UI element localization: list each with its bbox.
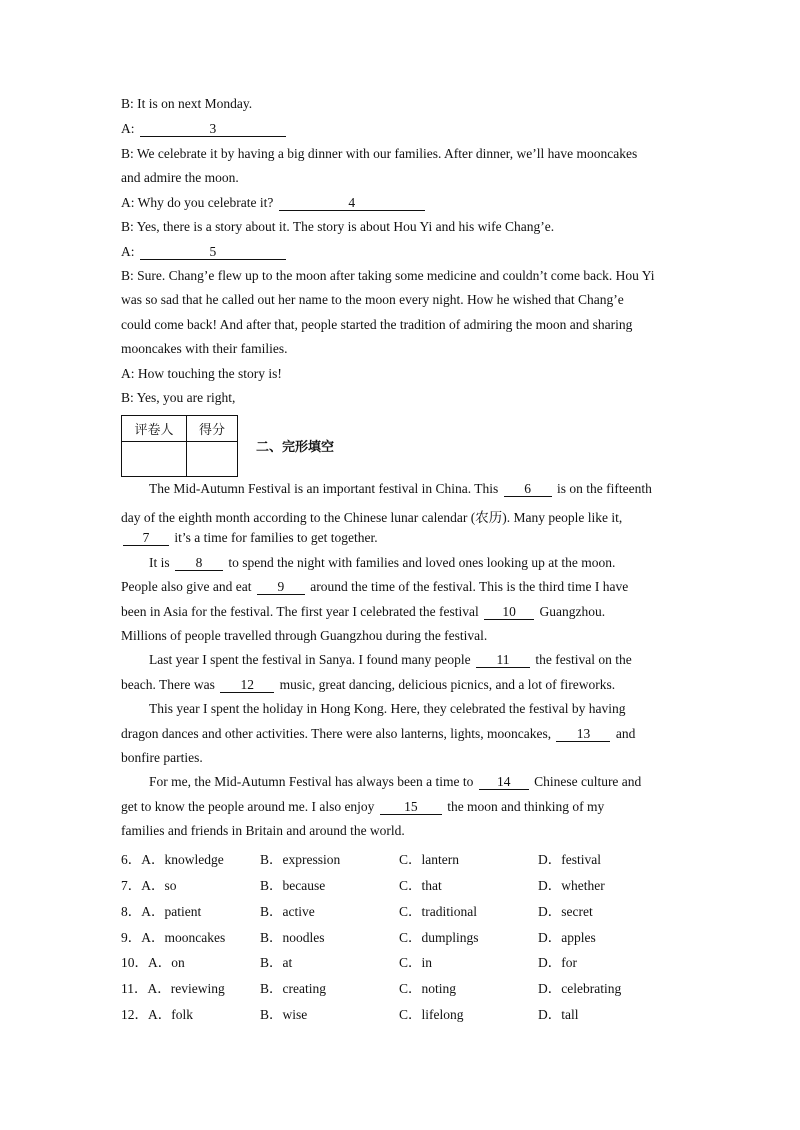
option-c: C．dumplings: [399, 930, 479, 945]
dialogue-line: mooncakes with their families.: [121, 341, 288, 356]
option-a: 6．A．knowledge: [121, 852, 224, 867]
option-d: D．whether: [538, 878, 605, 893]
dialogue-line: [121, 121, 288, 137]
option-c: C．lantern: [399, 852, 459, 867]
passage-line: The Mid-Autumn Festival is an important festival in China. This 6 is on the fifteenth: [149, 481, 652, 496]
score-label: 得分: [187, 416, 238, 442]
passage-line: day of the eighth month according to the Chinese lunar calendar (农历). Many people like it,: [121, 510, 623, 525]
cloze-blank: 6: [504, 482, 552, 497]
dialogue-line: B: Sure. Chang’e flew up to the moon after taking some medicine and couldn’t come back. Hou Yi: [121, 268, 655, 283]
passage-line: 7 it’s a time for families to get together.: [121, 530, 378, 546]
dialogue-line: A: How touching the story is!: [121, 366, 282, 381]
cloze-blank: 11: [476, 653, 530, 668]
option-a: 8．A．patient: [121, 904, 202, 919]
option-a: 7．A．so: [121, 878, 177, 893]
dialogue-line: and admire the moon.: [121, 170, 239, 185]
option-b: B．at: [260, 955, 293, 970]
dialogue-line: B: It is on next Monday.: [121, 96, 253, 111]
cloze-blank: 14: [479, 775, 529, 790]
cloze-blank: 7: [123, 531, 169, 546]
answer-blank: 5: [140, 245, 286, 260]
dialogue-line: [121, 195, 427, 211]
dialogue-line: could come back! And after that, people started the tradition of admiring the moon and sharing: [121, 317, 633, 332]
score-box: [121, 415, 238, 477]
cloze-blank: 12: [220, 678, 274, 693]
option-b: B．creating: [260, 981, 326, 996]
reviewer-label: 评卷人: [122, 416, 187, 442]
option-a: 10．A．on: [121, 955, 185, 970]
passage-line: Millions of people travelled through Guangzhou during the festival.: [121, 628, 488, 643]
dialogue-line: [121, 244, 288, 260]
option-d: D．apples: [538, 930, 596, 945]
cloze-blank: 13: [556, 727, 610, 742]
passage-line: For me, the Mid-Autumn Festival has always been a time to 14 Chinese culture and: [149, 774, 642, 789]
dialogue-line: B: Yes, you are right,: [121, 390, 236, 405]
passage-line: Last year I spent the festival in Sanya. I found many people 11 the festival on the: [149, 652, 632, 667]
dialogue-speaker: A:: [121, 121, 138, 136]
option-c: C．in: [399, 955, 433, 970]
option-d: D．celebrating: [538, 981, 622, 996]
option-d: D．for: [538, 955, 577, 970]
dialogue-speaker: A:: [121, 244, 138, 259]
option-c: C．traditional: [399, 904, 477, 919]
option-b: B．active: [260, 904, 315, 919]
option-a: 9．A．mooncakes: [121, 930, 226, 945]
cloze-blank: 10: [484, 605, 534, 620]
passage-line: It is 8 to spend the night with families and loved ones looking up at the moon.: [149, 555, 616, 570]
dialogue-line: was so sad that he called out her name to the moon every night. How he wished that Chang’e: [121, 292, 624, 307]
option-a: 11．A．reviewing: [121, 981, 225, 996]
passage-line: families and friends in Britain and around the world.: [121, 823, 405, 838]
option-d: D．secret: [538, 904, 593, 919]
option-b: B．noodles: [260, 930, 325, 945]
passage-line: People also give and eat 9 around the time of the festival. This is the third time I have: [121, 579, 629, 594]
cloze-blank: 8: [175, 556, 223, 571]
option-d: D．festival: [538, 852, 601, 867]
answer-blank: 3: [140, 122, 286, 137]
option-b: B．wise: [260, 1007, 308, 1022]
score-cell: [187, 442, 238, 477]
reviewer-cell: [122, 442, 187, 477]
passage-line: dragon dances and other activities. There were also lanterns, lights, mooncakes, 13 and: [121, 726, 636, 741]
answer-blank: 4: [279, 196, 425, 211]
passage-line: This year I spent the holiday in Hong Kong. Here, they celebrated the festival by having: [149, 701, 626, 716]
cloze-blank: 15: [380, 800, 442, 815]
passage-line: been in Asia for the festival. The first year I celebrated the festival 10 Guangzhou.: [121, 604, 606, 619]
option-c: C．lifelong: [399, 1007, 464, 1022]
passage-line: get to know the people around me. I also enjoy 15 the moon and thinking of my: [121, 799, 605, 814]
option-c: C．noting: [399, 981, 457, 996]
option-b: B．because: [260, 878, 326, 893]
dialogue-speaker: A: Why do you celebrate it?: [121, 195, 277, 210]
passage-line: bonfire parties.: [121, 750, 203, 765]
option-a: 12．A．folk: [121, 1007, 193, 1022]
dialogue-line: B: Yes, there is a story about it. The story is about Hou Yi and his wife Chang’e.: [121, 219, 555, 234]
passage-line: beach. There was 12 music, great dancing, delicious picnics, and a lot of fireworks.: [121, 677, 616, 692]
dialogue-line: B: We celebrate it by having a big dinner with our families. After dinner, we’ll have mooncakes: [121, 146, 638, 161]
option-c: C．that: [399, 878, 442, 893]
cloze-blank: 9: [257, 580, 305, 595]
option-d: D．tall: [538, 1007, 579, 1022]
option-b: B．expression: [260, 852, 341, 867]
section-title: 二、完形填空: [256, 440, 335, 455]
